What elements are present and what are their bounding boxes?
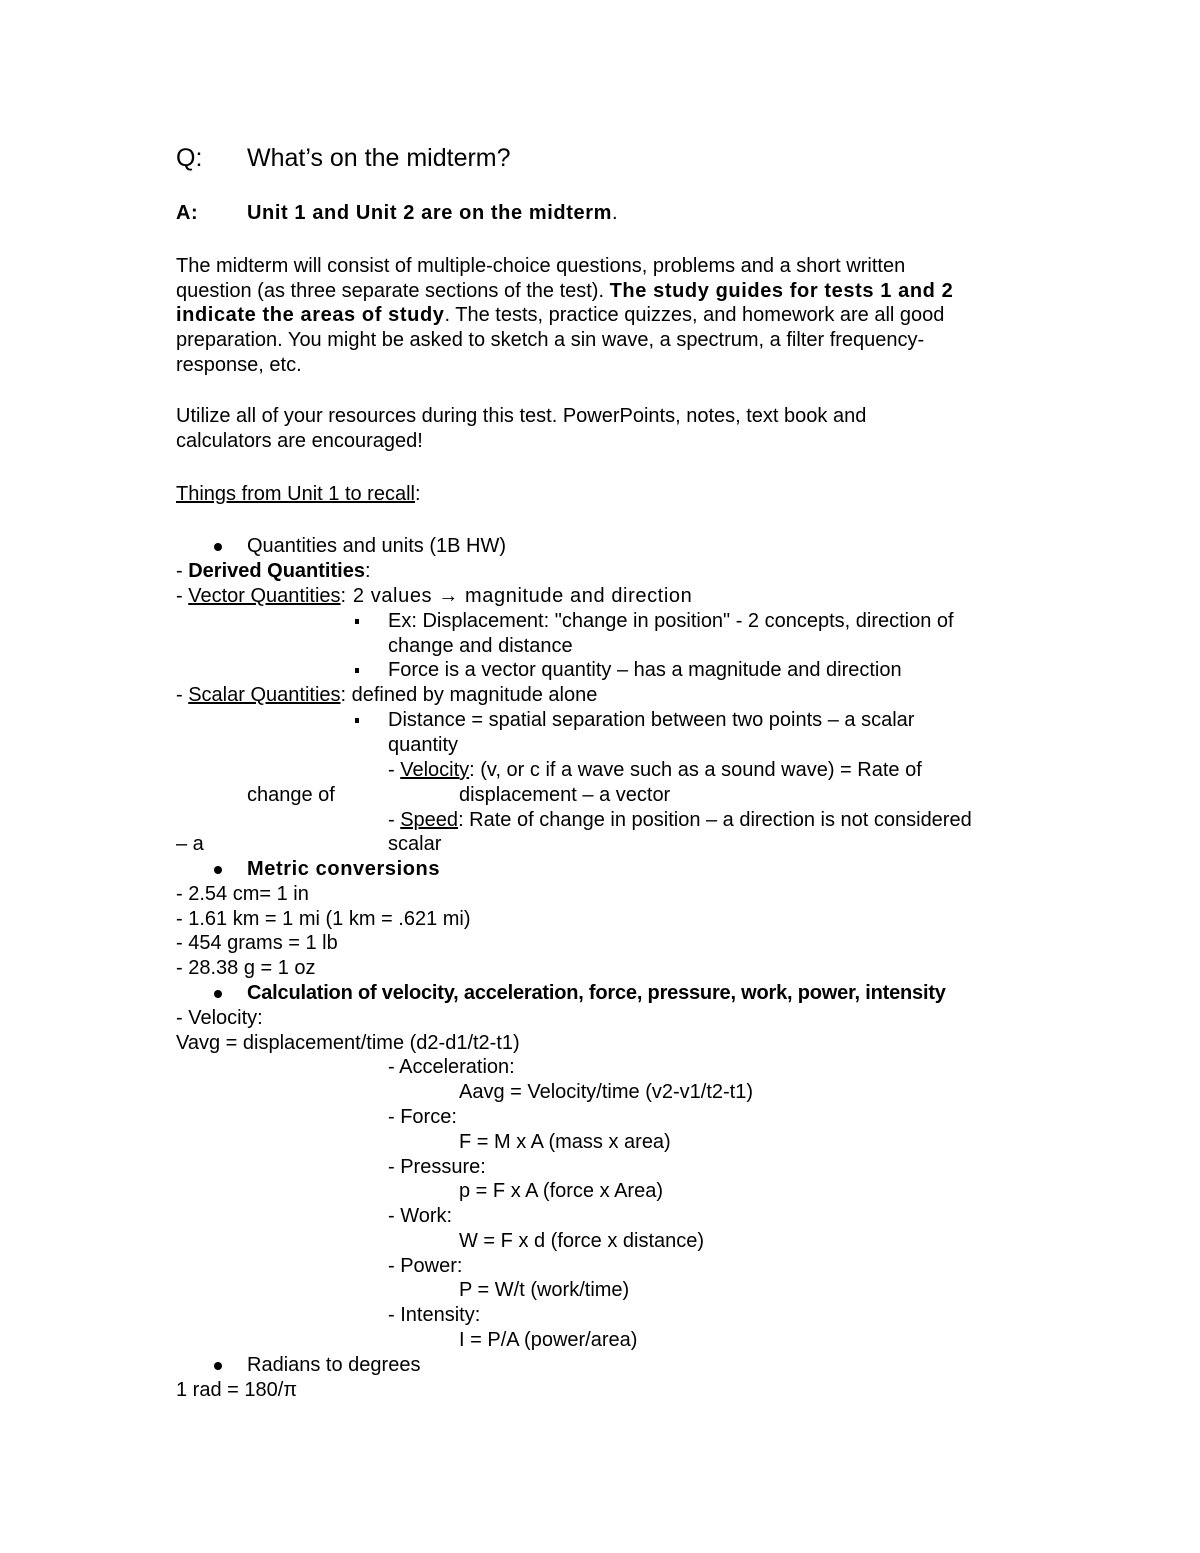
para2-line2: calculators are encouraged! [176,430,423,452]
answer-period: . [611,202,619,224]
scalar-dash: - [176,684,189,706]
calc-acceleration-formula: Aavg = Velocity/time (v2-v1/t2-t1) [459,1081,754,1103]
calc-pressure-label: - Pressure: [388,1156,486,1178]
unit1-heading [176,482,421,507]
bullet-calculations: Calculation of velocity, acceleration, force, pressure, work, power, intensity [247,982,946,1004]
speed-cont-a: – a [176,833,204,855]
velocity-cont-b: displacement – a vector [459,784,671,806]
calc-velocity-label: - Velocity: [176,1007,263,1029]
para1-line2-text: question (as three separate sections of the test). [176,280,610,302]
velocity-line [388,758,922,783]
calc-force-label: - Force: [388,1106,457,1128]
speed-line [388,808,972,833]
bullet-dot-4 [214,1362,222,1370]
scalar-quantities-desc: : defined by magnitude alone [340,684,598,706]
example-displacement-2: change and distance [388,635,573,657]
derived-colon: : [364,560,371,582]
para1-line3 [176,303,944,328]
speed-dash: - [388,809,401,831]
para1-line4: preparation. You might be asked to sketch a sin wave, a spectrum, a filter frequency- [176,329,925,351]
calc-force-formula: F = M x A (mass x area) [459,1131,671,1153]
radians-formula: 1 rad = 180/π [176,1379,298,1401]
calc-velocity-formula: Vavg = displacement/time (d2-d1/t2-t1) [176,1032,520,1054]
velocity-desc: : (v, or c if a wave such as a sound wave) = Rate of [469,759,922,781]
para1-line3-text: . The tests, practice quizzes, and homework are all good [444,304,945,326]
distance-line-2: quantity [388,734,459,756]
calc-acceleration-label: - Acceleration: [388,1056,515,1078]
metric-km-mi: - 1.61 km = 1 mi (1 km = .621 mi) [176,908,471,930]
para1-line2-bold: The study guides for tests 1 and 2 [609,280,954,302]
metric-g-oz: - 28.38 g = 1 oz [176,957,316,979]
distance-line-1: Distance = spatial separation between two points – a scalar [388,709,915,731]
para1-line1: The midterm will consist of multiple-choice questions, problems and a short written [176,255,906,277]
vector-quantities-desc: : 2 values → magnitude and direction [340,585,693,607]
vector-dash: - [176,585,189,607]
unit1-heading-colon: : [414,483,421,505]
bullet-metric-conversions: Metric conversions [247,858,441,880]
unit1-heading-text: Things from Unit 1 to recall [176,483,415,505]
bullet-radians-degrees: Radians to degrees [247,1354,421,1376]
calc-power-formula: P = W/t (work/time) [459,1279,630,1301]
bullet-dot-1 [214,543,222,551]
calc-pressure-formula: p = F x A (force x Area) [459,1180,663,1202]
derived-quantities-line [176,559,371,584]
speed-cont-b: scalar [388,833,442,855]
metric-cm-in: - 2.54 cm= 1 in [176,883,309,905]
speed-desc: : Rate of change in position – a direction is not considered [458,809,972,831]
calc-work-label: - Work: [388,1205,453,1227]
para1-line5: response, etc. [176,354,302,376]
sub-bullet-1 [355,619,359,624]
para1-line3-bold: indicate the areas of study [176,304,445,326]
vector-quantities-label: Vector Quantities [188,585,341,607]
bullet-dot-3 [214,990,222,998]
velocity-cont-a: change of [247,784,335,806]
derived-quantities-label: Derived Quantities [188,560,365,582]
vector-quantities-line [176,584,692,609]
bullet-quantities-units: Quantities and units (1B HW) [247,535,506,557]
calc-intensity-label: - Intensity: [388,1304,481,1326]
sub-bullet-2 [355,668,359,673]
example-displacement-1: Ex: Displacement: "change in position" - 2 concepts, direction of [388,610,954,632]
metric-grams-lb: - 454 grams = 1 lb [176,932,338,954]
bullet-dot-2 [214,866,222,874]
answer-label: A: [176,202,199,224]
speed-label: Speed [400,809,459,831]
sub-bullet-3 [355,718,359,723]
calc-intensity-formula: I = P/A (power/area) [459,1329,638,1351]
question-label: Q: [176,144,203,172]
derived-dash: - [176,560,189,582]
velocity-dash: - [388,759,401,781]
answer-line [247,201,618,226]
para2-line1: Utilize all of your resources during this test. PowerPoints, notes, text book and [176,405,867,427]
answer-text: Unit 1 and Unit 2 are on the midterm [247,202,612,224]
scalar-quantities-line [176,683,597,708]
velocity-label: Velocity [400,759,470,781]
para1-line2 [176,279,953,304]
scalar-quantities-label: Scalar Quantities [188,684,341,706]
calc-work-formula: W = F x d (force x distance) [459,1230,705,1252]
question-text: What’s on the midterm? [247,144,511,172]
example-force: Force is a vector quantity – has a magnitude and direction [388,659,902,681]
calc-power-label: - Power: [388,1255,463,1277]
